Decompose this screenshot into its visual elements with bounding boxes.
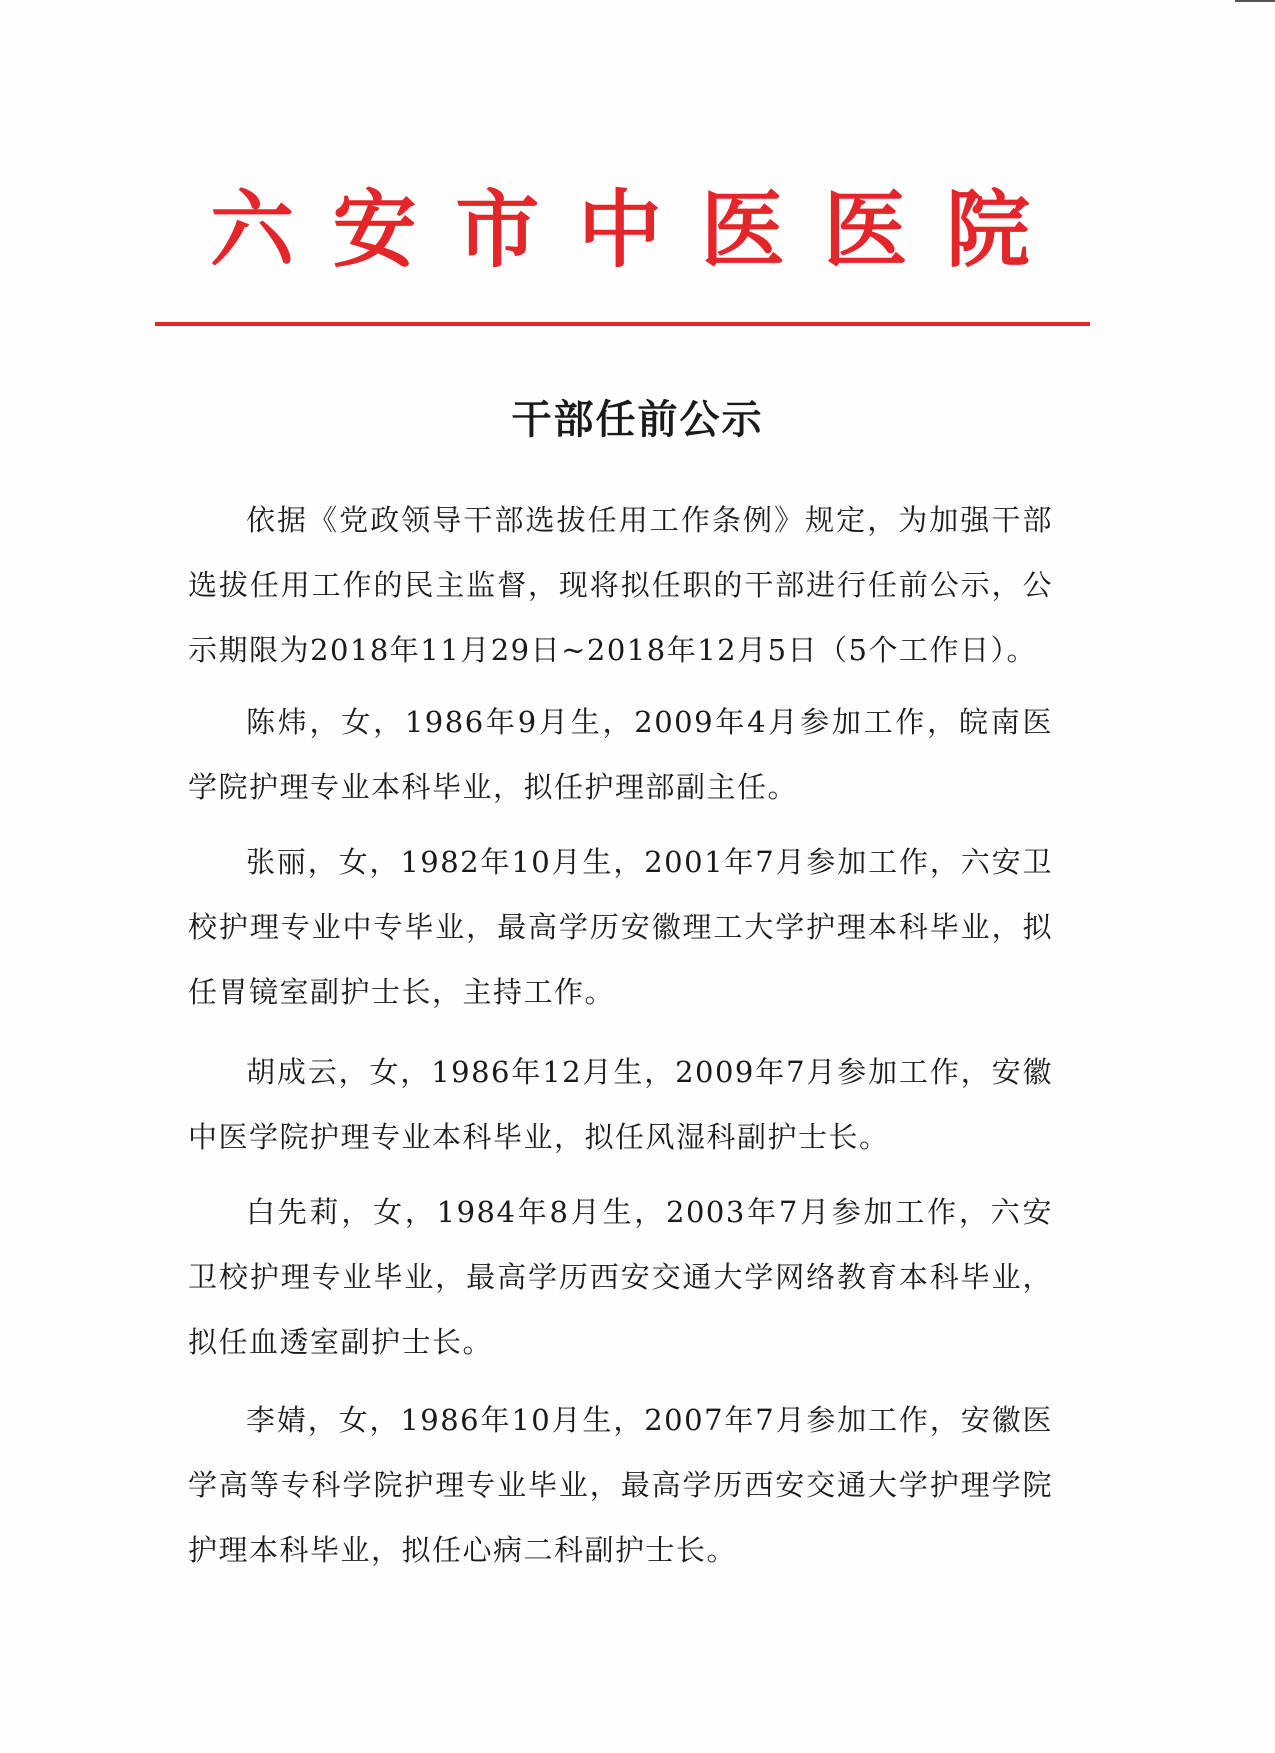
document-title: 干部任前公示 [511, 396, 764, 443]
candidate-paragraph: 张丽，女，1982年10月生，2001年7月参加工作，六安卫校护理专业中专毕业，最高学历安徽理工大学护理本科毕业，拟任胃镜室副护士长，主持工作。 [188, 845, 1053, 1009]
candidate-paragraph: 胡成云，女，1986年12月生，2009年7月参加工作，安徽中医学院护理专业本科毕业，拟任风湿科副护士长。 [188, 1055, 1053, 1154]
letterhead-char: 中 [577, 180, 662, 279]
letterhead-red-divider [155, 322, 1090, 326]
letterhead-char: 院 [945, 180, 1030, 279]
candidate-paragraph: 李婧，女，1986年10月生，2007年7月参加工作，安徽医学高等专科学院护理专业毕业，最高学历西安交通大学护理学院护理本科毕业，拟任心病二科副护士长。 [188, 1403, 1053, 1567]
candidate-paragraph: 白先莉，女，1984年8月生，2003年7月参加工作，六安卫校护理专业毕业，最高学历西安交通大学网络教育本科毕业，拟任血透室副护士长。 [188, 1195, 1053, 1359]
letterhead-char: 医 [700, 180, 785, 279]
letterhead-char: 六 [210, 180, 295, 279]
scan-corner-mark [1235, 0, 1275, 18]
candidate-paragraph: 陈炜，女，1986年9月生，2009年4月参加工作，皖南医学院护理专业本科毕业，拟任护理部副主任。 [188, 705, 1053, 804]
intro-paragraph: 依据《党政领导干部选拔任用工作条例》规定，为加强干部选拔任用工作的民主监督，现将拟任职的干部进行任前公示，公示期限为2018年11月29日~2018年12月5日（5个工作日）。 [188, 503, 1053, 667]
letterhead-org-name [140, 180, 1100, 280]
letterhead-char: 市 [455, 180, 540, 279]
letterhead-char: 安 [332, 180, 417, 279]
letterhead-char: 医 [823, 180, 908, 279]
